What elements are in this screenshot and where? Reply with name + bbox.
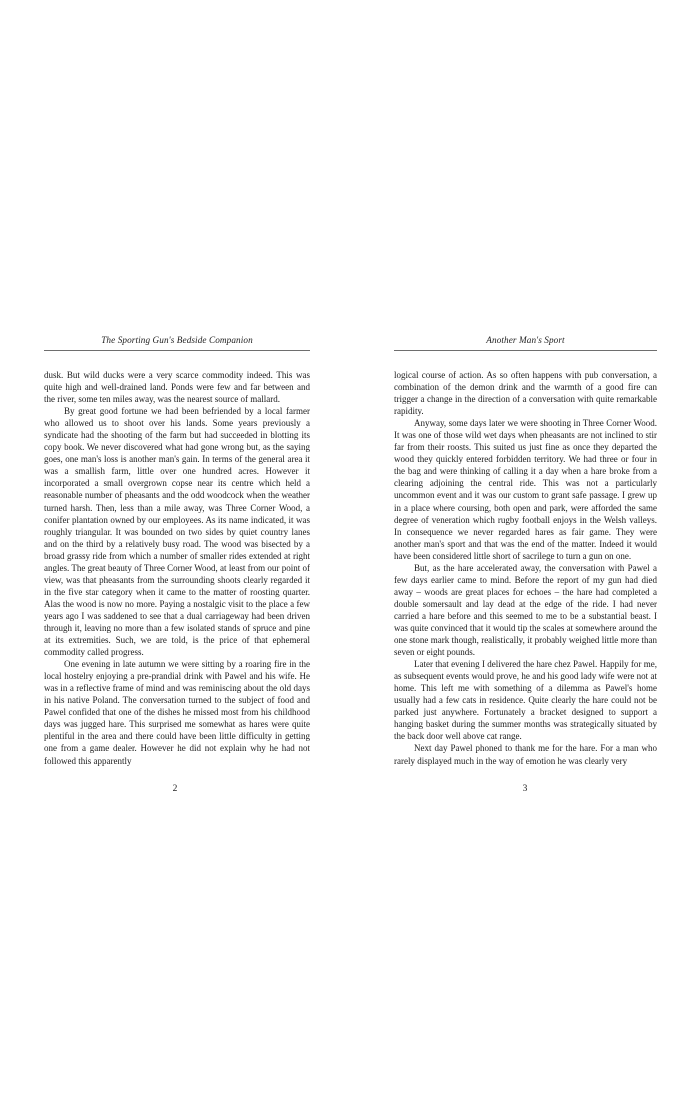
paragraph: But, as the hare accelerated away, the conversation with Pawel a few days earlier came to mind. Before the report of my gun had died away – woods are great places for echoes – the hare had completed a double somersault and lay dead at the edge of the ride. I had never carried a hare before and this seemed to me to be a substantial beast. I was quite convinced that it would tip the scales at somewhere around the one stone mark though, realistically, it probably weighed little more than seven or eight pounds. xyxy=(394,562,657,658)
page-number-right: 3 xyxy=(522,784,528,794)
paragraph: By great good fortune we had been befriended by a local farmer who allowed us to shoot over his lands. Some years previously a syndicate had the shooting of the farm but had succeeded in blotting its copy book. We never discovered what had gone wrong but, as the saying goes, one man's loss is another man's gain. In terms of the general area it was a smallish farm, little over one hundred acres. However it incorporated a small overgrown copse near its centre which held a reasonable number of pheasants and the odd woodcock when the weather turned harsh. Then, less than a mile away, was Three Corner Wood, a conifer plantation owned by our employees. As its name indicated, it was roughly triangular. It was bounded on two sides by quiet country lanes and on the third by a relatively busy road. The wood was bisected by a broad grassy ride from which a number of smaller rides extended at right angles. The great beauty of Three Corner Wood, at least from our point of view, was that pheasants from the surrounding shoots clearly regarded it in the five star category when it came to the matter of roosting quarter. Alas the wood is now no more. Paying a nostalgic visit to the place a few years ago I was saddened to see that a dual carriageway had been driven through it, leaving no more than a few isolated stands of spruce and pine at its extremities. Such, we are told, is the price of that ephemeral commodity called progress. xyxy=(44,406,310,658)
paragraph: Next day Pawel phoned to thank me for the hare. For a man who rarely displayed much in the way of emotion he was clearly very xyxy=(394,743,657,766)
paragraph: One evening in late autumn we were sitting by a roaring fire in the local hostelry enjoying a pre-prandial drink with Pawel and his wife. He was in a reflective frame of mind and was reminiscing about the old days in his native Poland. The conversation turned to the subject of food and Pawel confided that one of the dishes he missed most from his childhood days was jugged hare. This surprised me somewhat as hares were quite plentiful in the area and there could have been little difficulty in getting one from a game dealer. However he did not explain why he had not followed this apparently xyxy=(44,659,310,766)
right-page xyxy=(394,333,657,767)
right-page-text xyxy=(394,369,657,767)
left-page-text xyxy=(44,369,310,767)
left-running-head: The Sporting Gun's Bedside Companion xyxy=(44,333,310,351)
page-number-left: 2 xyxy=(172,784,178,794)
paragraph: logical course of action. As so often happens with pub conversation, a combination of the demon drink and the warmth of a good fire can trigger a change in the direction of a conversation with quite remarkable rapidity. xyxy=(394,370,657,417)
paragraph: Later that evening I delivered the hare chez Pawel. Happily for me, as subsequent events would prove, he and his good lady wife were not at home. This left me with something of a dilemma as Pawel's home usually had a few cats in residence. Quite clearly the hare could not be parked just anywhere. Fortunately a bracket designed to support a hanging basket during the summer months was strategically situated by the back door well above cat range. xyxy=(394,659,657,742)
paragraph: dusk. But wild ducks were a very scarce commodity indeed. This was quite high and well-drained land. Ponds were few and far between and the river, some ten miles away, was the nearest source of mallard. xyxy=(44,370,310,405)
right-running-head: Another Man's Sport xyxy=(394,333,657,351)
left-page xyxy=(44,333,310,767)
paragraph: Anyway, some days later we were shooting in Three Corner Wood. It was one of those wild wet days when pheasants are not inclined to stir far from their roosts. This suited us just fine as once they departed the wood they quickly entered forbidden territory. We had three or four in the bag and were thinking of calling it a day when a hare broke from a clearing adjoining the central ride. This was not a particularly uncommon event and it was our custom to grant safe passage. I grew up in a place where coursing, both open and park, were afforded the same degree of veneration which rugby football enjoys in the Welsh valleys. In consequence we never regarded hares as fair game. They were another man's sport and that was the end of the matter. Indeed it would have been considered little short of sacrilege to turn a gun on one. xyxy=(394,418,657,561)
